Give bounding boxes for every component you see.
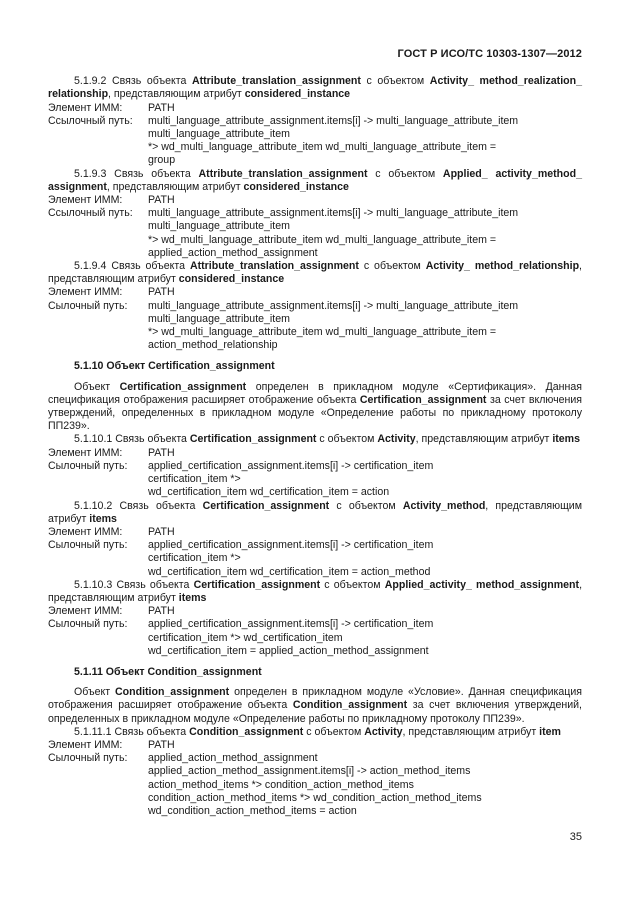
entity-name: item — [539, 725, 561, 738]
mapping-field — [48, 447, 582, 460]
reference-path-line: certification_item *> — [148, 552, 241, 565]
field-value: multi_language_attribute_assignment.items[i] -> multi_language_attribute_item — [148, 207, 519, 220]
entity-name: Certification_assignment — [202, 499, 330, 512]
text-run: , представляющим атрибут — [402, 725, 540, 738]
field-value: applied_certification_assignment.items[i] -> certification_item — [148, 618, 434, 631]
reference-path-line: condition_action_method_items *> wd_condition_action_method_items — [148, 791, 482, 804]
paragraph — [48, 686, 582, 726]
text-run: за счет включения утверждений, определенных в прикладном модуле «Определение работы по прикладному протоколу ПП239». — [48, 393, 583, 433]
paragraph — [48, 260, 582, 286]
entity-name: Certification_assignment — [189, 433, 317, 446]
entity-name: Certification_assignment — [359, 393, 487, 406]
paragraph — [48, 579, 582, 605]
mapping-field — [48, 605, 582, 618]
mapping-field — [48, 286, 582, 299]
text-run: с объектом — [303, 725, 365, 738]
entity-name: Applied_activity_ method_assignment — [384, 578, 580, 591]
text-run: с объектом — [360, 75, 430, 88]
paragraph — [48, 75, 582, 101]
field-label: Сылочный путь: — [48, 618, 128, 631]
field-value: PATH — [148, 194, 175, 207]
field-label: Элемент ИММ: — [48, 286, 123, 299]
text-run: с объектом — [329, 499, 403, 512]
mapping-field — [48, 752, 582, 765]
entity-name: Condition_assignment — [189, 725, 304, 738]
field-label: Ссылочный путь: — [48, 114, 133, 127]
text-run: определен в прикладном модуле «Условие». Данная спецификация отображения расширяет отображение объекта — [48, 686, 582, 712]
field-value: multi_language_attribute_assignment.items[i] -> multi_language_attribute_item — [148, 299, 519, 312]
mapping-field — [48, 300, 582, 313]
field-label: Сылочный путь: — [48, 752, 128, 765]
entity-name: Attribute_translation_assignment — [191, 75, 361, 88]
paragraph — [48, 433, 582, 446]
text-run: , представляющим атрибут — [415, 433, 553, 446]
reference-path-line: action_method_relationship — [148, 339, 278, 352]
reference-path-line: multi_language_attribute_item — [148, 312, 290, 325]
text-run: 5.1.10.1 Связь объекта — [74, 433, 190, 446]
mapping-field — [48, 115, 582, 128]
section-heading: 5.1.11 Объект Condition_assignment — [74, 665, 262, 678]
field-value: multi_language_attribute_assignment.items[i] -> multi_language_attribute_item — [148, 114, 519, 127]
text-run: с объектом — [320, 578, 385, 591]
field-value: PATH — [148, 286, 175, 299]
document-header: ГОСТ Р ИСО/ТС 10303-1307—2012 — [397, 48, 582, 60]
entity-name: items — [552, 433, 580, 446]
reference-path-line: *> wd_multi_language_attribute_item wd_multi_language_attribute_item = — [148, 233, 497, 246]
entity-name: Activity — [377, 433, 416, 446]
text-run: за счет включения утверждений, определенных в прикладном модуле «Определение работы по прикладному протоколу ПП239». — [48, 699, 582, 725]
text-run: , представляющим атрибут — [48, 499, 582, 525]
entity-name: considered_instance — [243, 180, 349, 193]
entity-name: considered_instance — [178, 273, 285, 286]
field-value: PATH — [148, 446, 175, 459]
mapping-field — [48, 460, 582, 473]
text-run: 5.1.9.4 Связь объекта — [74, 260, 190, 273]
field-label: Сылочный путь: — [48, 459, 128, 472]
field-label: Ссылочный путь: — [48, 207, 133, 220]
entity-name: Activity_method — [402, 499, 486, 512]
text-run: Объект — [74, 686, 115, 699]
reference-path-line: multi_language_attribute_item — [148, 128, 290, 141]
reference-path-line: wd_certification_item wd_certification_item = action — [148, 486, 390, 499]
reference-path-line: group — [148, 154, 176, 167]
field-label: Элемент ИММ: — [48, 738, 123, 751]
mapping-field — [48, 739, 582, 752]
text-run: , представляющим атрибут — [48, 578, 583, 604]
field-label: Элемент ИММ: — [48, 446, 123, 459]
page-number: 35 — [569, 831, 582, 843]
entity-name: Condition_assignment — [292, 699, 408, 712]
field-label: Сылочный путь: — [48, 299, 128, 312]
entity-name: Applied_ activity_method_ assignment — [48, 167, 582, 193]
paragraph — [48, 726, 582, 739]
mapping-field — [48, 207, 582, 220]
reference-path-line: certification_item *> wd_certification_item — [148, 631, 343, 644]
field-value: PATH — [148, 605, 175, 618]
field-value: applied_action_method_assignment — [148, 752, 318, 765]
text-run: определен в прикладном модуле «Сертификация». Данная спецификация отображения расширяет отображение объекта — [48, 380, 582, 406]
reference-path-line: multi_language_attribute_item — [148, 220, 290, 233]
text-run: с объектом — [358, 260, 426, 273]
text-run: , представляющим атрибут — [106, 180, 244, 193]
text-run: с объектом — [367, 167, 443, 180]
text-run: 5.1.9.3 Связь объекта — [74, 167, 199, 180]
text-run: 5.1.9.2 Связь объекта — [74, 75, 192, 88]
entity-name: considered_instance — [244, 88, 351, 101]
paragraph — [48, 500, 582, 526]
field-value: applied_certification_assignment.items[i] -> certification_item — [148, 459, 434, 472]
entity-name: Certification_assignment — [119, 380, 247, 393]
field-value: PATH — [148, 101, 175, 114]
reference-path-line: wd_condition_action_method_items = action — [148, 804, 357, 817]
mapping-field — [48, 539, 582, 552]
reference-path-line: wd_certification_item = applied_action_method_assignment — [148, 644, 429, 657]
entity-name: Attribute_translation_assignment — [198, 167, 368, 180]
field-value: PATH — [148, 525, 175, 538]
reference-path-line: action_method_items *> condition_action_method_items — [148, 778, 414, 791]
entity-name: Activity_ method_realization_ relationship — [48, 75, 582, 101]
entity-name: Activity_ method_relationship — [425, 260, 580, 273]
mapping-field — [48, 618, 582, 631]
text-run: 5.1.11.1 Связь объекта — [74, 725, 190, 738]
document-body — [48, 75, 582, 818]
reference-path-line: wd_certification_item wd_certification_item = action_method — [148, 565, 431, 578]
mapping-field — [48, 194, 582, 207]
entity-name: Certification_assignment — [193, 578, 321, 591]
field-label: Элемент ИММ: — [48, 101, 123, 114]
field-label: Элемент ИММ: — [48, 194, 123, 207]
text-run: 5.1.10.3 Связь объекта — [74, 578, 194, 591]
text-run: , представляющим атрибут — [108, 88, 245, 101]
entity-name: Condition_assignment — [115, 686, 230, 699]
reference-path-line: certification_item *> — [148, 473, 241, 486]
mapping-field — [48, 526, 582, 539]
entity-name: items — [178, 591, 207, 604]
entity-name: Activity — [364, 725, 403, 738]
text-run: 5.1.10.2 Связь объекта — [74, 499, 203, 512]
paragraph — [48, 381, 582, 434]
field-label: Элемент ИММ: — [48, 525, 123, 538]
text-run: , представляющим атрибут — [48, 260, 582, 286]
field-value: PATH — [148, 738, 175, 751]
entity-name: items — [89, 512, 117, 525]
text-run: Объект — [74, 380, 120, 393]
section-heading: 5.1.10 Объект Certification_assignment — [74, 360, 275, 373]
mapping-field — [48, 102, 582, 115]
entity-name: Attribute_translation_assignment — [189, 260, 359, 273]
field-label: Сылочный путь: — [48, 539, 128, 552]
reference-path-line: *> wd_multi_language_attribute_item wd_multi_language_attribute_item = — [148, 141, 497, 154]
field-label: Элемент ИММ: — [48, 605, 123, 618]
text-run: с объектом — [316, 433, 378, 446]
field-value: applied_certification_assignment.items[i] -> certification_item — [148, 539, 434, 552]
reference-path-line: *> wd_multi_language_attribute_item wd_multi_language_attribute_item = — [148, 326, 497, 339]
reference-path-line: applied_action_method_assignment — [148, 246, 318, 259]
reference-path-line: applied_action_method_assignment.items[i] -> action_method_items — [148, 765, 471, 778]
paragraph — [48, 168, 582, 194]
